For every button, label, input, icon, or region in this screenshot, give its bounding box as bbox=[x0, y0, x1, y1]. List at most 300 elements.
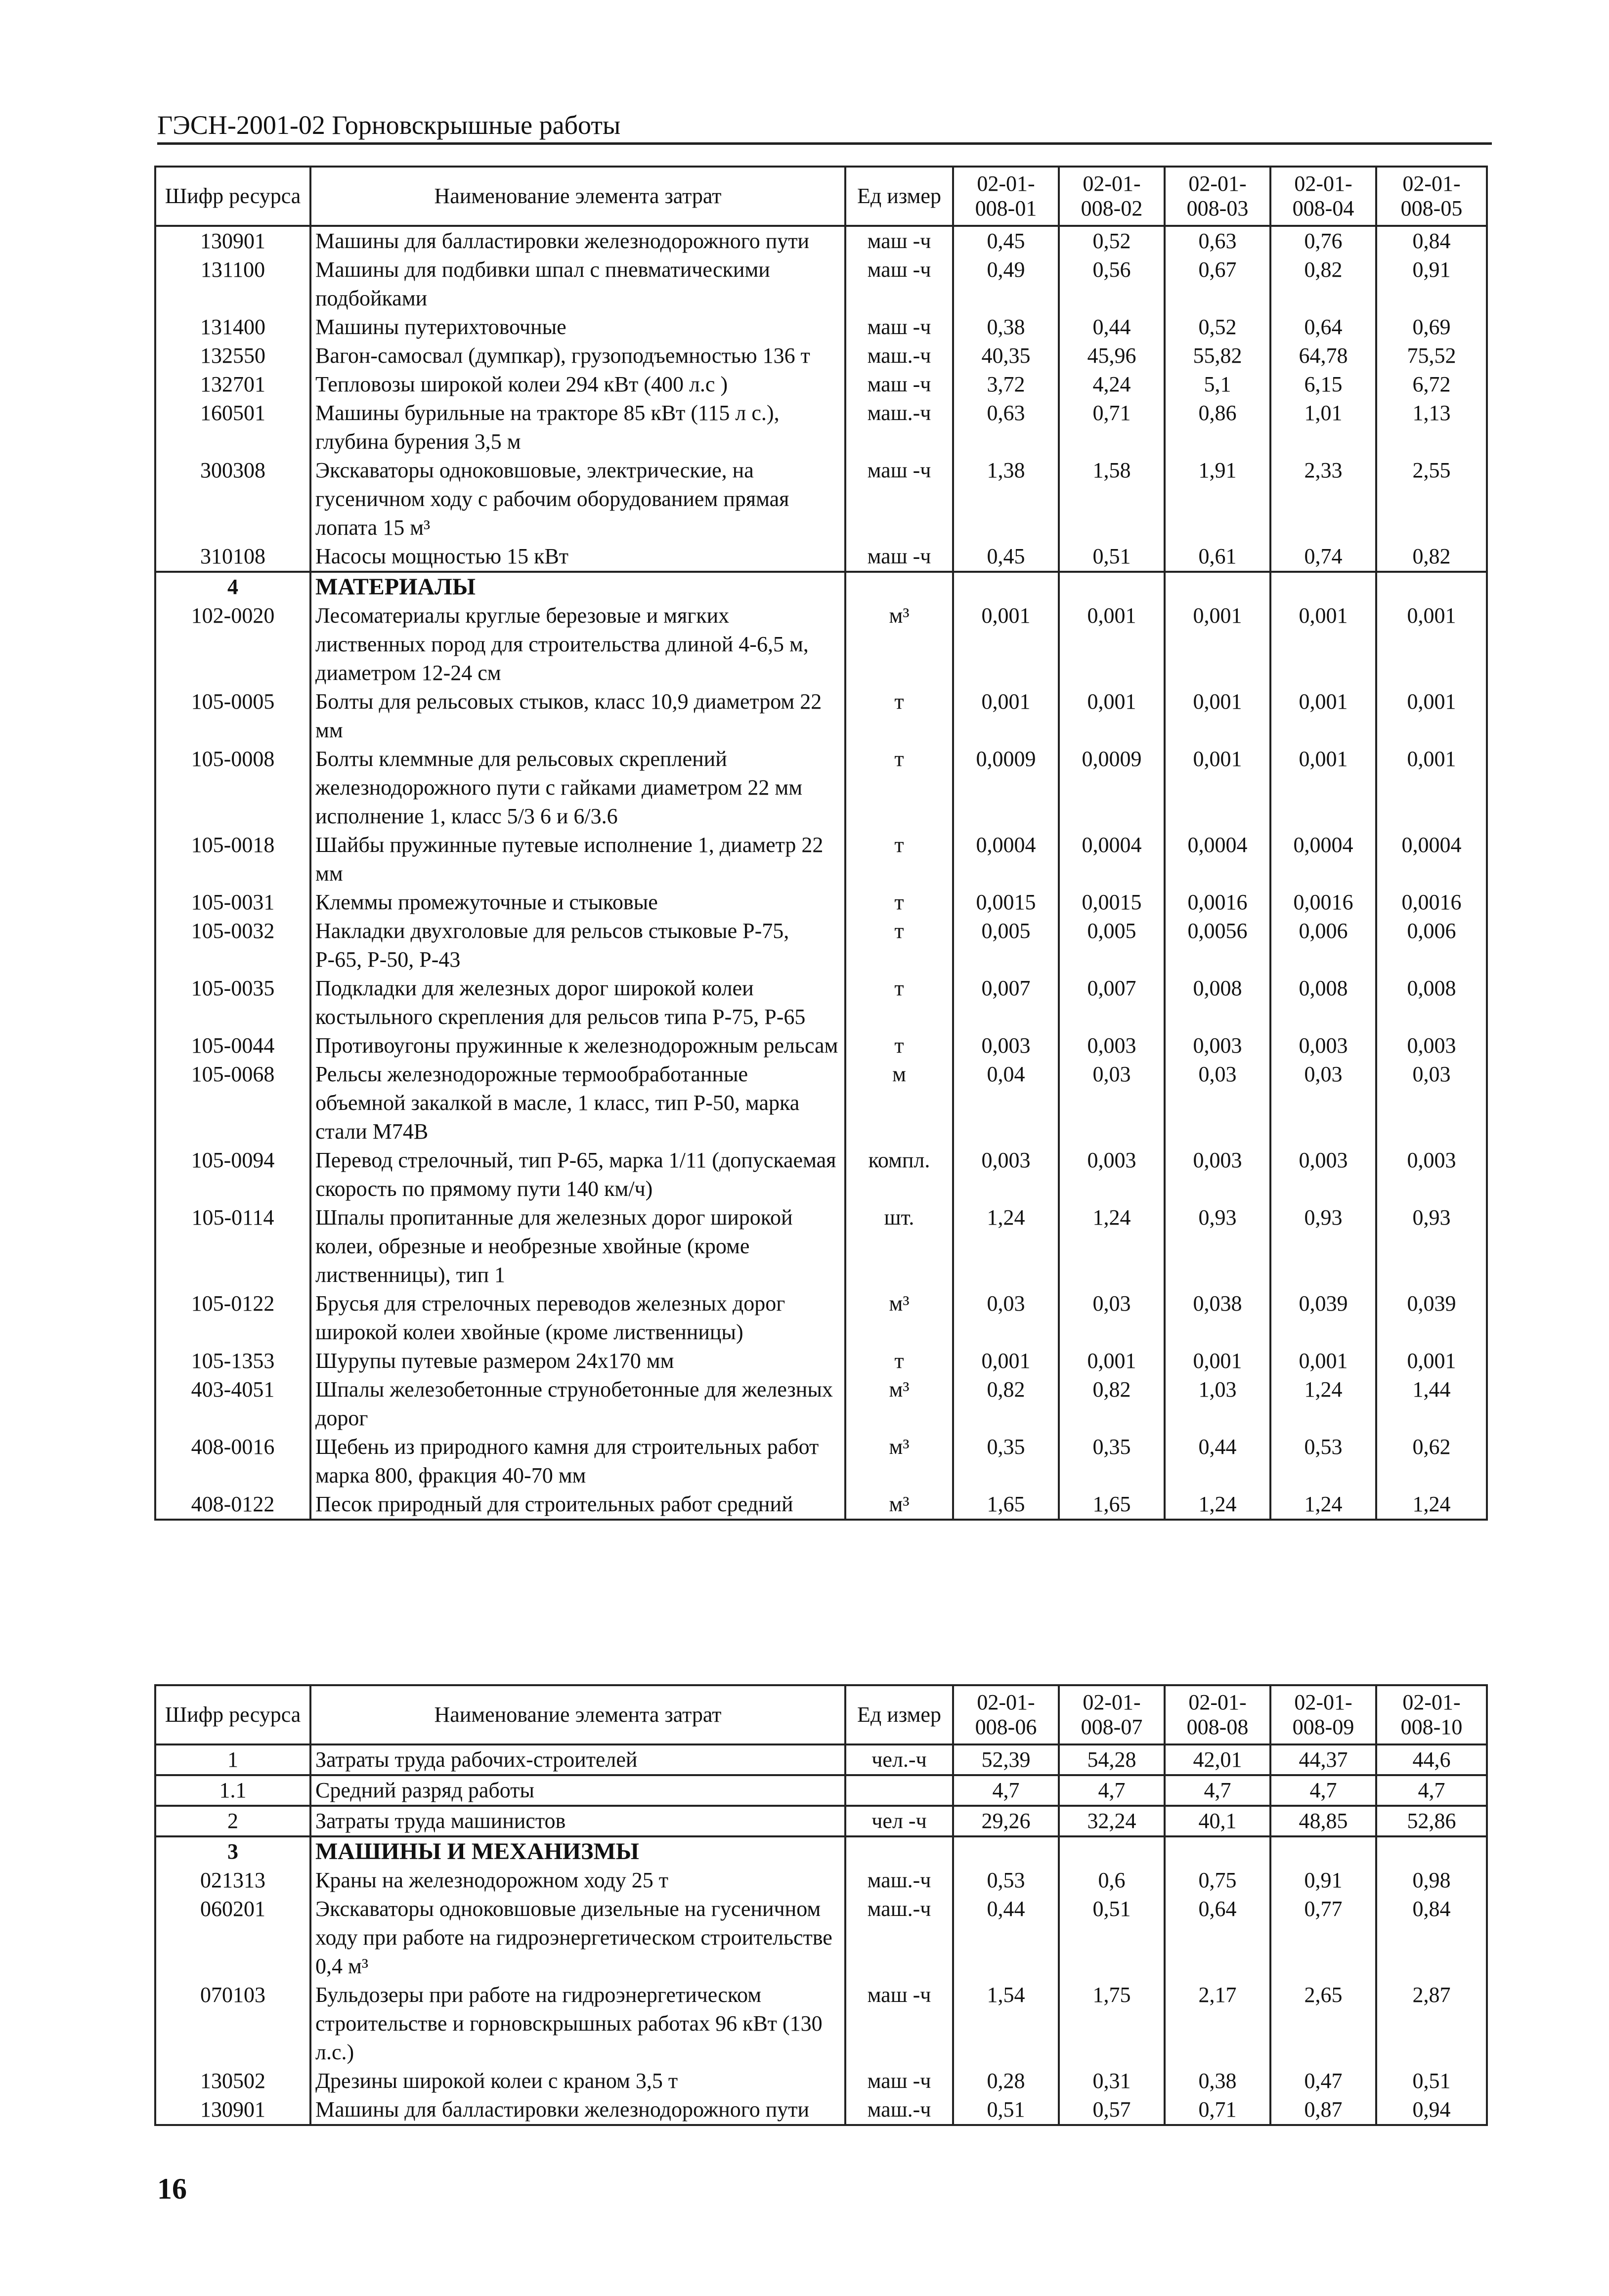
norm-value: 2,17 bbox=[1165, 1981, 1270, 2067]
resource-code: 105-1353 bbox=[155, 1347, 310, 1375]
norm-value: 0,44 bbox=[1059, 313, 1165, 341]
norm-value: 1,54 bbox=[953, 1981, 1059, 2067]
cost-element-name: Шпалы пропитанные для железных дорог широкой колеи, обрезные и необрезные хвойные (кроме лиственницы), тип 1 bbox=[310, 1203, 845, 1289]
norm-value bbox=[1059, 1836, 1165, 1866]
resource-code: 105-0094 bbox=[155, 1146, 310, 1203]
norm-value: 0,44 bbox=[1165, 1433, 1270, 1490]
table-row bbox=[155, 370, 1487, 399]
unit: т bbox=[845, 687, 953, 745]
norm-value bbox=[1270, 572, 1376, 601]
resource-code: 2 bbox=[155, 1806, 310, 1836]
page-number: 16 bbox=[157, 2172, 187, 2205]
table-row bbox=[155, 341, 1487, 370]
table-row bbox=[155, 456, 1487, 542]
norm-value: 1,03 bbox=[1165, 1375, 1270, 1433]
norm-value: 0,0015 bbox=[953, 888, 1059, 917]
cost-element-name: Вагон-самосвал (думпкар), грузоподъемностью 136 т bbox=[310, 341, 845, 370]
cost-element-name: Машины для подбивки шпал с пневматическими подбойками bbox=[310, 255, 845, 313]
norm-value: 0,64 bbox=[1165, 1895, 1270, 1981]
table-row bbox=[155, 2067, 1487, 2095]
cost-element-name: Болты для рельсовых стыков, класс 10,9 диаметром 22 мм bbox=[310, 687, 845, 745]
unit bbox=[845, 1836, 953, 1866]
cost-element-name: Машины для балластировки железнодорожного пути bbox=[310, 2095, 845, 2125]
header-norm-code-part: 008-02 bbox=[1081, 196, 1143, 220]
unit: компл. bbox=[845, 1146, 953, 1203]
norm-value: 0,003 bbox=[953, 1031, 1059, 1060]
header-norm-code bbox=[953, 167, 1059, 226]
resource-code: 132550 bbox=[155, 341, 310, 370]
cost-element-name: Бульдозеры при работе на гидроэнергетическом строительстве и горновскрышных работах 96 кВт (130 л.с.) bbox=[310, 1981, 845, 2067]
norm-value: 0,008 bbox=[1270, 974, 1376, 1031]
header-unit: Ед измер bbox=[845, 167, 953, 226]
norm-value: 4,24 bbox=[1059, 370, 1165, 399]
table-row bbox=[155, 831, 1487, 888]
norm-value: 6,15 bbox=[1270, 370, 1376, 399]
cost-element-name: Рельсы железнодорожные термообработанные объемной закалкой в масле, 1 класс, тип Р-50, марка стали М74В bbox=[310, 1060, 845, 1146]
resource-code: 300308 bbox=[155, 456, 310, 542]
norm-value: 2,87 bbox=[1376, 1981, 1487, 2067]
table-row bbox=[155, 1806, 1487, 1836]
table-row bbox=[155, 1060, 1487, 1146]
norm-value: 0,003 bbox=[1165, 1146, 1270, 1203]
table-row bbox=[155, 542, 1487, 572]
cost-element-name: Перевод стрелочный, тип Р-65, марка 1/11 (допускаемая скорость по прямому пути 140 км/ч) bbox=[310, 1146, 845, 1203]
norm-value: 1,24 bbox=[953, 1203, 1059, 1289]
norm-value: 0,93 bbox=[1165, 1203, 1270, 1289]
norm-value: 0,71 bbox=[1059, 399, 1165, 456]
resource-code: 1.1 bbox=[155, 1775, 310, 1806]
norm-value: 0,003 bbox=[953, 1146, 1059, 1203]
norm-value: 0,94 bbox=[1376, 2095, 1487, 2125]
norm-value: 0,44 bbox=[953, 1895, 1059, 1981]
table-row bbox=[155, 1289, 1487, 1347]
unit: м³ bbox=[845, 1490, 953, 1520]
norm-value: 0,001 bbox=[953, 687, 1059, 745]
cost-element-name: Шурупы путевые размером 24х170 мм bbox=[310, 1347, 845, 1375]
unit: маш -ч bbox=[845, 313, 953, 341]
norm-value: 0,039 bbox=[1376, 1289, 1487, 1347]
header-norm-code bbox=[1376, 167, 1487, 226]
norm-value: 0,039 bbox=[1270, 1289, 1376, 1347]
table-1-header bbox=[155, 167, 1487, 226]
norm-value: 0,001 bbox=[1376, 745, 1487, 831]
unit: маш -ч bbox=[845, 255, 953, 313]
header-name: Наименование элемента затрат bbox=[310, 167, 845, 226]
norm-value: 1,24 bbox=[1376, 1490, 1487, 1520]
header-row bbox=[155, 167, 1487, 226]
header-norm-code-part: 02-01- bbox=[1402, 1690, 1461, 1714]
unit: м³ bbox=[845, 1433, 953, 1490]
norm-value: 2,55 bbox=[1376, 456, 1487, 542]
norm-value: 0,001 bbox=[1376, 601, 1487, 687]
norm-value: 1,24 bbox=[1270, 1375, 1376, 1433]
header-norm-code bbox=[1376, 1685, 1487, 1744]
norm-value: 0,0004 bbox=[1376, 831, 1487, 888]
norm-value: 0,38 bbox=[953, 313, 1059, 341]
norm-value: 0,007 bbox=[1059, 974, 1165, 1031]
norm-value: 0,6 bbox=[1059, 1866, 1165, 1895]
table-row bbox=[155, 1775, 1487, 1806]
norm-value: 0,49 bbox=[953, 255, 1059, 313]
unit: маш -ч bbox=[845, 2067, 953, 2095]
cost-element-name: Противоугоны пружинные к железнодорожным рельсам bbox=[310, 1031, 845, 1060]
norm-value: 54,28 bbox=[1059, 1744, 1165, 1775]
table-row bbox=[155, 399, 1487, 456]
norm-value: 4,7 bbox=[1165, 1775, 1270, 1806]
norm-value: 0,03 bbox=[1059, 1060, 1165, 1146]
norm-value: 42,01 bbox=[1165, 1744, 1270, 1775]
norm-value: 45,96 bbox=[1059, 341, 1165, 370]
unit: шт. bbox=[845, 1203, 953, 1289]
table-row bbox=[155, 974, 1487, 1031]
norm-value: 2,33 bbox=[1270, 456, 1376, 542]
norm-value: 0,0015 bbox=[1059, 888, 1165, 917]
norm-value: 0,91 bbox=[1376, 255, 1487, 313]
header-norm-code-part: 02-01- bbox=[1188, 1690, 1247, 1714]
unit: м³ bbox=[845, 1375, 953, 1433]
resource-table-2 bbox=[154, 1684, 1488, 2126]
unit: чел -ч bbox=[845, 1806, 953, 1836]
norm-value: 0,008 bbox=[1376, 974, 1487, 1031]
header-norm-code-part: 008-04 bbox=[1292, 196, 1354, 220]
table-row bbox=[155, 601, 1487, 687]
table-row bbox=[155, 2095, 1487, 2125]
table-1-body bbox=[155, 226, 1487, 1520]
norm-value: 0,98 bbox=[1376, 1866, 1487, 1895]
norm-value: 0,003 bbox=[1059, 1031, 1165, 1060]
cost-element-name: Шайбы пружинные путевые исполнение 1, диаметр 22 мм bbox=[310, 831, 845, 888]
resource-code: 130901 bbox=[155, 2095, 310, 2125]
cost-element-name: Болты клеммные для рельсовых скреплений железнодорожного пути с гайками диаметром 22 мм исполнение 1, класс 5/3 6 и 6/3.6 bbox=[310, 745, 845, 831]
header-norm-code bbox=[1270, 167, 1376, 226]
cost-element-name: Лесоматериалы круглые березовые и мягких лиственных пород для строительства длиной 4-6,5 м, диаметром 12-24 см bbox=[310, 601, 845, 687]
unit: т bbox=[845, 1347, 953, 1375]
unit: маш.-ч bbox=[845, 341, 953, 370]
cost-element-name: Шпалы железобетонные струнобетонные для железных дорог bbox=[310, 1375, 845, 1433]
unit: маш -ч bbox=[845, 542, 953, 572]
norm-value bbox=[1059, 572, 1165, 601]
table-row bbox=[155, 1895, 1487, 1981]
resource-code: 105-0031 bbox=[155, 888, 310, 917]
norm-value: 0,001 bbox=[1059, 601, 1165, 687]
norm-value: 1,75 bbox=[1059, 1981, 1165, 2067]
cost-element-name: Накладки двухголовые для рельсов стыковые Р-75, Р-65, Р-50, Р-43 bbox=[310, 917, 845, 974]
cost-element-name: Насосы мощностью 15 кВт bbox=[310, 542, 845, 572]
norm-value: 1,91 bbox=[1165, 456, 1270, 542]
norm-value: 3,72 bbox=[953, 370, 1059, 399]
header-norm-code-part: 02-01- bbox=[1402, 171, 1461, 196]
cost-element-name: Брусья для стрелочных переводов железных дорог широкой колеи хвойные (кроме лиственницы) bbox=[310, 1289, 845, 1347]
cost-element-name: Песок природный для строительных работ средний bbox=[310, 1490, 845, 1520]
norm-value: 0,45 bbox=[953, 542, 1059, 572]
table-row bbox=[155, 1146, 1487, 1203]
norm-value: 0,0004 bbox=[1165, 831, 1270, 888]
norm-value: 0,0016 bbox=[1165, 888, 1270, 917]
cost-element-name: Машины для балластировки железнодорожного пути bbox=[310, 226, 845, 255]
cost-element-name: Экскаваторы одноковшовые дизельные на гусеничном ходу при работе на гидроэнергетическом строительстве 0,4 м³ bbox=[310, 1895, 845, 1981]
norm-value: 0,03 bbox=[953, 1289, 1059, 1347]
unit: м³ bbox=[845, 601, 953, 687]
norm-value: 0,04 bbox=[953, 1060, 1059, 1146]
norm-value: 1,24 bbox=[1059, 1203, 1165, 1289]
table-row bbox=[155, 1433, 1487, 1490]
norm-value: 0,0016 bbox=[1376, 888, 1487, 917]
norm-value: 0,0004 bbox=[953, 831, 1059, 888]
norm-value: 0,62 bbox=[1376, 1433, 1487, 1490]
resource-code: 105-0114 bbox=[155, 1203, 310, 1289]
cost-element-name: Экскаваторы одноковшовые, электрические, на гусеничном ходу с рабочим оборудованием прямая лопата 15 м³ bbox=[310, 456, 845, 542]
norm-value: 0,61 bbox=[1165, 542, 1270, 572]
norm-value: 0,001 bbox=[953, 601, 1059, 687]
norm-value: 0,38 bbox=[1165, 2067, 1270, 2095]
norm-value: 64,78 bbox=[1270, 341, 1376, 370]
norm-value: 0,51 bbox=[1059, 1895, 1165, 1981]
norm-value: 1,58 bbox=[1059, 456, 1165, 542]
resource-code: 132701 bbox=[155, 370, 310, 399]
cost-element-name: Щебень из природного камня для строительных работ марка 800, фракция 40-70 мм bbox=[310, 1433, 845, 1490]
resource-code: 160501 bbox=[155, 399, 310, 456]
table-2-body bbox=[155, 1744, 1487, 2125]
norm-value: 0,56 bbox=[1059, 255, 1165, 313]
resource-code: 105-0122 bbox=[155, 1289, 310, 1347]
unit: т bbox=[845, 1031, 953, 1060]
resource-code: 060201 bbox=[155, 1895, 310, 1981]
norm-value: 0,82 bbox=[953, 1375, 1059, 1433]
table-row bbox=[155, 888, 1487, 917]
unit bbox=[845, 572, 953, 601]
resource-code: 105-0044 bbox=[155, 1031, 310, 1060]
cost-element-name: Машины бурильные на тракторе 85 кВт (115 л с.), глубина бурения 3,5 м bbox=[310, 399, 845, 456]
norm-value: 0,77 bbox=[1270, 1895, 1376, 1981]
norm-value: 0,35 bbox=[1059, 1433, 1165, 1490]
unit: маш.-ч bbox=[845, 399, 953, 456]
unit: маш -ч bbox=[845, 456, 953, 542]
norm-value: 0,001 bbox=[1165, 1347, 1270, 1375]
header-norm-code-part: 02-01- bbox=[1083, 171, 1141, 196]
header-code: Шифр ресурса bbox=[155, 167, 310, 226]
norm-value: 0,003 bbox=[1270, 1146, 1376, 1203]
resource-code: 310108 bbox=[155, 542, 310, 572]
header-norm-code bbox=[1165, 167, 1270, 226]
resource-code: 403-4051 bbox=[155, 1375, 310, 1433]
resource-code: 131100 bbox=[155, 255, 310, 313]
norm-value: 0,64 bbox=[1270, 313, 1376, 341]
resource-code: 105-0005 bbox=[155, 687, 310, 745]
resource-code: 3 bbox=[155, 1836, 310, 1866]
norm-value: 0,82 bbox=[1376, 542, 1487, 572]
norm-value: 0,84 bbox=[1376, 226, 1487, 255]
page-title: ГЭСН-2001-02 Горновскрышные работы bbox=[157, 110, 621, 140]
unit: т bbox=[845, 917, 953, 974]
norm-value: 0,0004 bbox=[1270, 831, 1376, 888]
header-row bbox=[155, 1685, 1487, 1744]
norm-value: 0,001 bbox=[1165, 601, 1270, 687]
header-norm-code-part: 02-01- bbox=[1188, 171, 1247, 196]
unit: чел.-ч bbox=[845, 1744, 953, 1775]
norm-value: 0,67 bbox=[1165, 255, 1270, 313]
norm-value: 0,0009 bbox=[1059, 745, 1165, 831]
unit: м bbox=[845, 1060, 953, 1146]
norm-value: 4,7 bbox=[953, 1775, 1059, 1806]
norm-value: 0,003 bbox=[1165, 1031, 1270, 1060]
norm-value: 0,53 bbox=[1270, 1433, 1376, 1490]
unit: маш.-ч bbox=[845, 1866, 953, 1895]
cost-element-name: МАШИНЫ И МЕХАНИЗМЫ bbox=[310, 1836, 845, 1866]
norm-value: 6,72 bbox=[1376, 370, 1487, 399]
table-row bbox=[155, 1981, 1487, 2067]
norm-value: 4,7 bbox=[1376, 1775, 1487, 1806]
unit: маш.-ч bbox=[845, 2095, 953, 2125]
norm-value: 0,87 bbox=[1270, 2095, 1376, 2125]
header-norm-code-part: 02-01- bbox=[1083, 1690, 1141, 1714]
norm-value: 1,01 bbox=[1270, 399, 1376, 456]
norm-value: 0,51 bbox=[1376, 2067, 1487, 2095]
header-norm-code-part: 008-05 bbox=[1400, 196, 1463, 220]
header-rule bbox=[157, 142, 1492, 145]
unit: т bbox=[845, 974, 953, 1031]
table-row bbox=[155, 917, 1487, 974]
header-norm-code bbox=[1059, 167, 1165, 226]
table-row bbox=[155, 745, 1487, 831]
norm-value: 40,1 bbox=[1165, 1806, 1270, 1836]
table-row bbox=[155, 1031, 1487, 1060]
table-row bbox=[155, 1375, 1487, 1433]
norm-value bbox=[1270, 1836, 1376, 1866]
norm-value: 0,84 bbox=[1376, 1895, 1487, 1981]
norm-value: 44,37 bbox=[1270, 1744, 1376, 1775]
header-norm-code-part: 008-06 bbox=[975, 1715, 1037, 1739]
norm-value: 0,005 bbox=[1059, 917, 1165, 974]
norm-value: 0,28 bbox=[953, 2067, 1059, 2095]
unit: т bbox=[845, 888, 953, 917]
norm-value: 0,31 bbox=[1059, 2067, 1165, 2095]
header-norm-code-part: 008-10 bbox=[1400, 1715, 1463, 1739]
norm-value: 0,03 bbox=[1165, 1060, 1270, 1146]
cost-element-name: Тепловозы широкой колеи 294 кВт (400 л.с ) bbox=[310, 370, 845, 399]
resource-code: 408-0122 bbox=[155, 1490, 310, 1520]
norm-value: 0,03 bbox=[1376, 1060, 1487, 1146]
resource-code: 105-0032 bbox=[155, 917, 310, 974]
norm-value: 0,001 bbox=[1376, 687, 1487, 745]
norm-value: 0,0009 bbox=[953, 745, 1059, 831]
norm-value: 29,26 bbox=[953, 1806, 1059, 1836]
header-unit: Ед измер bbox=[845, 1685, 953, 1744]
cost-element-name: Затраты труда машинистов bbox=[310, 1806, 845, 1836]
table-row bbox=[155, 255, 1487, 313]
norm-value: 0,003 bbox=[1270, 1031, 1376, 1060]
header-norm-code-part: 02-01- bbox=[977, 171, 1035, 196]
norm-value: 0,52 bbox=[1059, 226, 1165, 255]
unit: м³ bbox=[845, 1289, 953, 1347]
table-row bbox=[155, 1203, 1487, 1289]
header-norm-code-part: 02-01- bbox=[977, 1690, 1035, 1714]
norm-value: 0,51 bbox=[953, 2095, 1059, 2125]
norm-value: 0,001 bbox=[1270, 687, 1376, 745]
unit: маш -ч bbox=[845, 1981, 953, 2067]
norm-value: 0,91 bbox=[1270, 1866, 1376, 1895]
norm-value: 0,008 bbox=[1165, 974, 1270, 1031]
cost-element-name: Подкладки для железных дорог широкой колеи костыльного скрепления для рельсов типа Р-75, Р-65 bbox=[310, 974, 845, 1031]
norm-value: 1,24 bbox=[1165, 1490, 1270, 1520]
norm-value: 4,7 bbox=[1270, 1775, 1376, 1806]
norm-value: 75,52 bbox=[1376, 341, 1487, 370]
norm-value: 0,0056 bbox=[1165, 917, 1270, 974]
header-norm-code bbox=[1059, 1685, 1165, 1744]
norm-value: 0,001 bbox=[1376, 1347, 1487, 1375]
norm-value: 32,24 bbox=[1059, 1806, 1165, 1836]
norm-value: 0,76 bbox=[1270, 226, 1376, 255]
resource-code: 1 bbox=[155, 1744, 310, 1775]
norm-value: 52,39 bbox=[953, 1744, 1059, 1775]
table-row bbox=[155, 1490, 1487, 1520]
norm-value: 0,82 bbox=[1059, 1375, 1165, 1433]
resource-code: 131400 bbox=[155, 313, 310, 341]
unit: маш.-ч bbox=[845, 1895, 953, 1981]
norm-value: 0,007 bbox=[953, 974, 1059, 1031]
norm-value: 44,6 bbox=[1376, 1744, 1487, 1775]
resource-code: 070103 bbox=[155, 1981, 310, 2067]
norm-value: 0,03 bbox=[1059, 1289, 1165, 1347]
norm-value: 0,001 bbox=[1270, 601, 1376, 687]
norm-value: 1,44 bbox=[1376, 1375, 1487, 1433]
norm-value: 0,0004 bbox=[1059, 831, 1165, 888]
norm-value: 0,82 bbox=[1270, 255, 1376, 313]
table-row bbox=[155, 313, 1487, 341]
unit: т bbox=[845, 745, 953, 831]
resource-code: 105-0068 bbox=[155, 1060, 310, 1146]
header-norm-code-part: 008-03 bbox=[1186, 196, 1249, 220]
norm-value bbox=[953, 1836, 1059, 1866]
norm-value: 0,006 bbox=[1376, 917, 1487, 974]
norm-value: 0,57 bbox=[1059, 2095, 1165, 2125]
norm-value: 0,63 bbox=[1165, 226, 1270, 255]
norm-value: 0,93 bbox=[1376, 1203, 1487, 1289]
cost-element-name: Средний разряд работы bbox=[310, 1775, 845, 1806]
section-row bbox=[155, 1836, 1487, 1866]
norm-value: 0,003 bbox=[1376, 1146, 1487, 1203]
resource-table-1 bbox=[154, 166, 1488, 1521]
resource-code: 105-0008 bbox=[155, 745, 310, 831]
norm-value: 0,038 bbox=[1165, 1289, 1270, 1347]
norm-value: 0,0016 bbox=[1270, 888, 1376, 917]
norm-value: 48,85 bbox=[1270, 1806, 1376, 1836]
header-norm-code-part: 02-01- bbox=[1294, 171, 1352, 196]
unit: т bbox=[845, 831, 953, 888]
norm-value: 1,65 bbox=[953, 1490, 1059, 1520]
norm-value bbox=[1376, 572, 1487, 601]
norm-value: 1,65 bbox=[1059, 1490, 1165, 1520]
norm-value: 55,82 bbox=[1165, 341, 1270, 370]
norm-value: 0,51 bbox=[1059, 542, 1165, 572]
cost-element-name: Краны на железнодорожном ходу 25 т bbox=[310, 1866, 845, 1895]
resource-code: 4 bbox=[155, 572, 310, 601]
cost-element-name: Дрезины широкой колеи с краном 3,5 т bbox=[310, 2067, 845, 2095]
norm-value: 0,52 bbox=[1165, 313, 1270, 341]
cost-element-name: Клеммы промежуточные и стыковые bbox=[310, 888, 845, 917]
norm-value bbox=[1165, 1836, 1270, 1866]
header-norm-code-part: 02-01- bbox=[1294, 1690, 1352, 1714]
norm-value: 0,03 bbox=[1270, 1060, 1376, 1146]
norm-value: 0,86 bbox=[1165, 399, 1270, 456]
norm-value bbox=[1165, 572, 1270, 601]
resource-code: 102-0020 bbox=[155, 601, 310, 687]
table-row bbox=[155, 1347, 1487, 1375]
unit bbox=[845, 1775, 953, 1806]
table-row bbox=[155, 226, 1487, 255]
table-row bbox=[155, 1866, 1487, 1895]
norm-value: 0,71 bbox=[1165, 2095, 1270, 2125]
norm-value: 0,001 bbox=[953, 1347, 1059, 1375]
